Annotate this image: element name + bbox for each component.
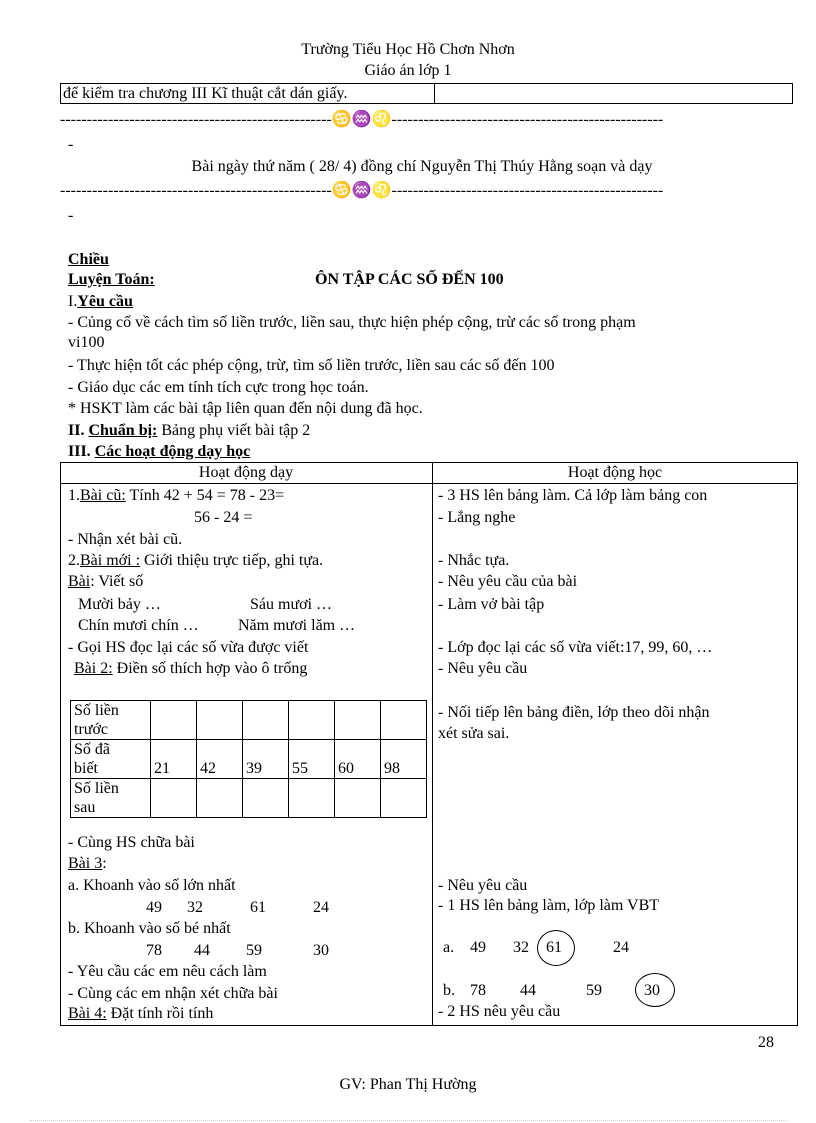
grid-cell [289,701,335,740]
dash-marker: - [68,136,74,153]
exercise-item: Sáu mươi … [250,596,333,613]
student-line: - Lắng nghe [438,509,516,526]
grid-row [71,779,427,818]
grid-cell [289,779,335,818]
document-subtitle: Giáo án lớp 1 [364,62,452,79]
requirement-line: - Giáo dục các em tính tích cực trong học toán. [68,379,369,396]
answer-number: 30 [644,982,660,999]
grid-cell: 42 [197,740,243,779]
requirement-line: vi100 [68,334,105,351]
section-divider: ---------------------------------------------------♋♒♌--------------------------------------------------- [60,111,664,128]
number-grid [70,700,427,818]
lesson-title: ÔN TẬP CÁC SỐ ĐẾN 100 [315,271,504,288]
grid-cell [335,779,381,818]
requirement-line: - Thực hiện tốt các phép cộng, trừ, tìm số liền trước, liền sau các số đến 100 [68,357,555,374]
teacher-line: - Cùng các em nhận xét chữa bài [68,985,278,1002]
number-item: 59 [246,942,262,959]
exercise-3a: a. Khoanh vào số lớn nhất [68,877,236,894]
answer-number: 24 [613,939,629,956]
grid-cell [197,701,243,740]
author-line: Bài ngày thứ năm ( 28/ 4) đồng chí Nguyễn Thị Thúy Hằng soạn và dạy [191,158,653,175]
section-requirements: I.Yêu cầu [68,293,133,310]
grid-cell: 60 [335,740,381,779]
section-activities: III. Các hoạt động dạy học [68,443,251,460]
school-name: Trường Tiểu Học Hồ Chơn Nhơn [301,41,515,58]
grid-cell: 98 [381,740,427,779]
exercise-4: Bài 4: Đặt tính rồi tính [68,1005,214,1022]
grid-cell [381,701,427,740]
exercise-3b: b. Khoanh vào số bé nhất [68,920,231,937]
teacher-name: GV: Phan Thị Hường [339,1076,477,1093]
student-line: - Nối tiếp lên bảng điền, lớp theo dõi nhận [438,704,710,721]
teacher-line: - Cùng HS chữa bài [68,834,195,851]
exercise-2: Bài 2: Điền số thích hợp vào ô trống [74,660,308,677]
old-lesson-line: 56 - 24 = [194,509,253,526]
page-number: 28 [758,1034,774,1051]
exercise-item: Mười bảy … [78,596,161,613]
answer-number: 61 [546,939,562,956]
section-preparation: II. Chuẩn bị: Bảng phụ viết bài tập 2 [68,422,311,439]
grid-head: Số đã biết [71,740,151,779]
student-line: - Lớp đọc lại các số vừa viết:17, 99, 60, … [438,639,713,656]
grid-cell: 39 [243,740,289,779]
grid-cell [243,779,289,818]
grid-row [71,701,427,740]
student-line: - Làm vở bài tập [438,596,545,613]
teacher-line: - Gọi HS đọc lại các số vừa được viết [68,639,309,656]
requirement-line: - Củng cố về cách tìm số liền trước, liền sau, thực hiện phép cộng, trừ các số trong phạm [68,314,636,331]
student-line: - 3 HS lên bảng làm. Cả lớp làm bảng con [438,487,708,504]
answer-number: 44 [520,982,536,999]
answer-number: 32 [513,939,529,956]
session-label: Chiều [68,251,109,268]
answer-number: 49 [470,939,486,956]
student-line: - Nêu yêu cầu của bài [438,573,578,590]
requirement-line: * HSKT làm các bài tập liên quan đến nội dung đã học. [68,400,423,417]
student-line: - Nêu yêu cầu [438,877,528,894]
student-line: - 2 HS nêu yêu cầu [438,1003,561,1020]
answer-number: 78 [470,982,486,999]
ornament-icon: ♋♒♌ [331,182,392,199]
section-divider: ---------------------------------------------------♋♒♌--------------------------------------------------- [60,182,664,199]
dash-marker: - [68,207,74,224]
student-line: - Nêu yêu cầu [438,660,528,677]
grid-cell [381,779,427,818]
exercise-3: Bài 3: [68,855,107,872]
number-item: 49 [146,899,162,916]
number-item: 78 [146,942,162,959]
column-header-student: Hoạt động học [567,464,663,481]
exercise-item: Chín mươi chín … [78,617,199,634]
exercise-1: Bài: Viết số [68,573,144,590]
continuation-table [60,83,793,104]
page-edge [30,1120,786,1121]
column-header-teacher: Hoạt động dạy [198,464,294,481]
teacher-line: - Nhận xét bài cũ. [68,531,183,548]
new-lesson-line: 2.Bài mới : Giới thiệu trực tiếp, ghi tựa. [68,552,324,569]
number-item: 24 [313,899,329,916]
grid-cell: 21 [151,740,197,779]
subject-label: Luyện Toán: [68,271,155,288]
grid-head: Số liền trước [71,701,151,740]
grid-cell [335,701,381,740]
answer-a-label: a. [443,939,455,956]
grid-cell [151,779,197,818]
teacher-line: - Yêu cầu các em nêu cách làm [68,963,267,980]
grid-row [71,740,427,779]
exercise-item: Năm mươi lăm … [238,617,356,634]
number-item: 32 [187,899,203,916]
old-lesson-line: 1.Bài cũ: Tính 42 + 54 = 78 - 23= [68,487,285,504]
grid-cell: 55 [289,740,335,779]
number-item: 61 [250,899,266,916]
answer-b-label: b. [443,982,455,999]
student-line: - Nhắc tựa. [438,552,510,569]
grid-cell [243,701,289,740]
continuation-cell: để kiểm tra chương III Kĩ thuật cắt dán giấy. [61,84,435,103]
number-item: 44 [194,942,210,959]
grid-cell [151,701,197,740]
answer-number: 59 [586,982,602,999]
student-line: - 1 HS lên bảng làm, lớp làm VBT [438,897,660,914]
grid-head: Số liền sau [71,779,151,818]
grid-cell [197,779,243,818]
number-item: 30 [313,942,329,959]
student-line: xét sửa sai. [438,725,510,742]
ornament-icon: ♋♒♌ [331,111,392,128]
